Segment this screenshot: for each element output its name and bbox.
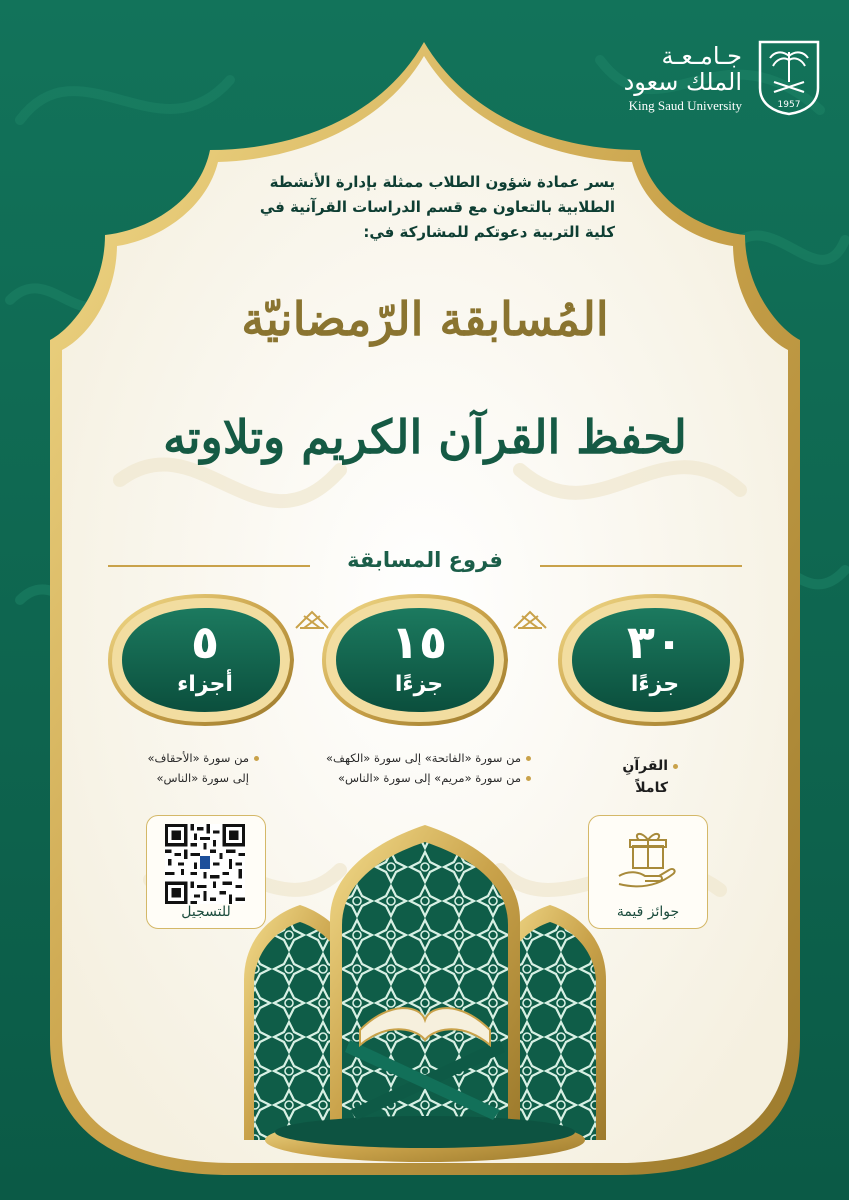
university-logo [612,38,822,118]
palm-emblem-icon [756,38,822,116]
intro-line-3: كلية التربية دعوتكم للمشاركة في: [363,223,615,241]
branch-15-detail-line: من سورة «الفاتحة» إلى سورة «الكهف» [326,748,531,768]
title-line-1: المُسابقة الرّمضانيّة [241,292,609,346]
branch-unit: جزءًا [394,672,444,697]
prizes-card [588,815,708,929]
branch-badge-5 [119,596,291,726]
branch-number: ٣٠ [626,615,684,669]
intro-line-2: الطلابية بالتعاون مع قسم الدراسات القرآنية في [259,198,615,216]
bullet-icon [526,776,531,781]
university-name-ar-line2: الملك سعود [623,68,742,96]
title-line-2: لحفظ القرآن الكريم وتلاوته [163,410,687,464]
intro-paragraph [215,170,615,245]
branch-15-detail-line: من سورة «مريم» إلى سورة «الناس» [326,768,531,788]
branch-unit: أجزاء [177,672,233,697]
branch-30-details [608,755,678,799]
bullet-icon [254,756,259,761]
branch-5-details [147,748,259,788]
bullet-icon [526,756,531,761]
branches-heading: فروع المسابقة [347,548,503,572]
branch-5-detail-line: من سورة «الأحقاف» [147,748,259,768]
bullet-icon [673,764,678,769]
branch-30-detail-line: القرآنِ [608,755,678,777]
branch-30-detail-line: كاملاً [635,780,668,796]
branch-unit: جزءًا [630,672,680,697]
branch-badge-15 [333,596,505,726]
branch-number: ٥ [190,615,220,669]
gift-hand-icon [615,828,681,890]
emblem-year: 1957 [777,100,801,110]
branch-15-details [326,748,531,788]
university-name-en: King Saud University [628,98,742,113]
branch-5-detail-line: إلى سورة «الناس» [156,771,249,785]
intro-line-1: يسر عمادة شؤون الطلاب ممثلة بإدارة الأنشطة [269,173,615,191]
prizes-label: جوائز قيمة [616,904,680,920]
university-name-ar-line1: جـامـعـة [661,42,742,70]
branch-badge-30 [569,596,741,726]
register-card[interactable] [146,815,266,929]
branch-number: ١٥ [390,615,448,669]
qr-code-icon[interactable] [165,824,245,904]
register-label: للتسجيل [181,904,231,920]
